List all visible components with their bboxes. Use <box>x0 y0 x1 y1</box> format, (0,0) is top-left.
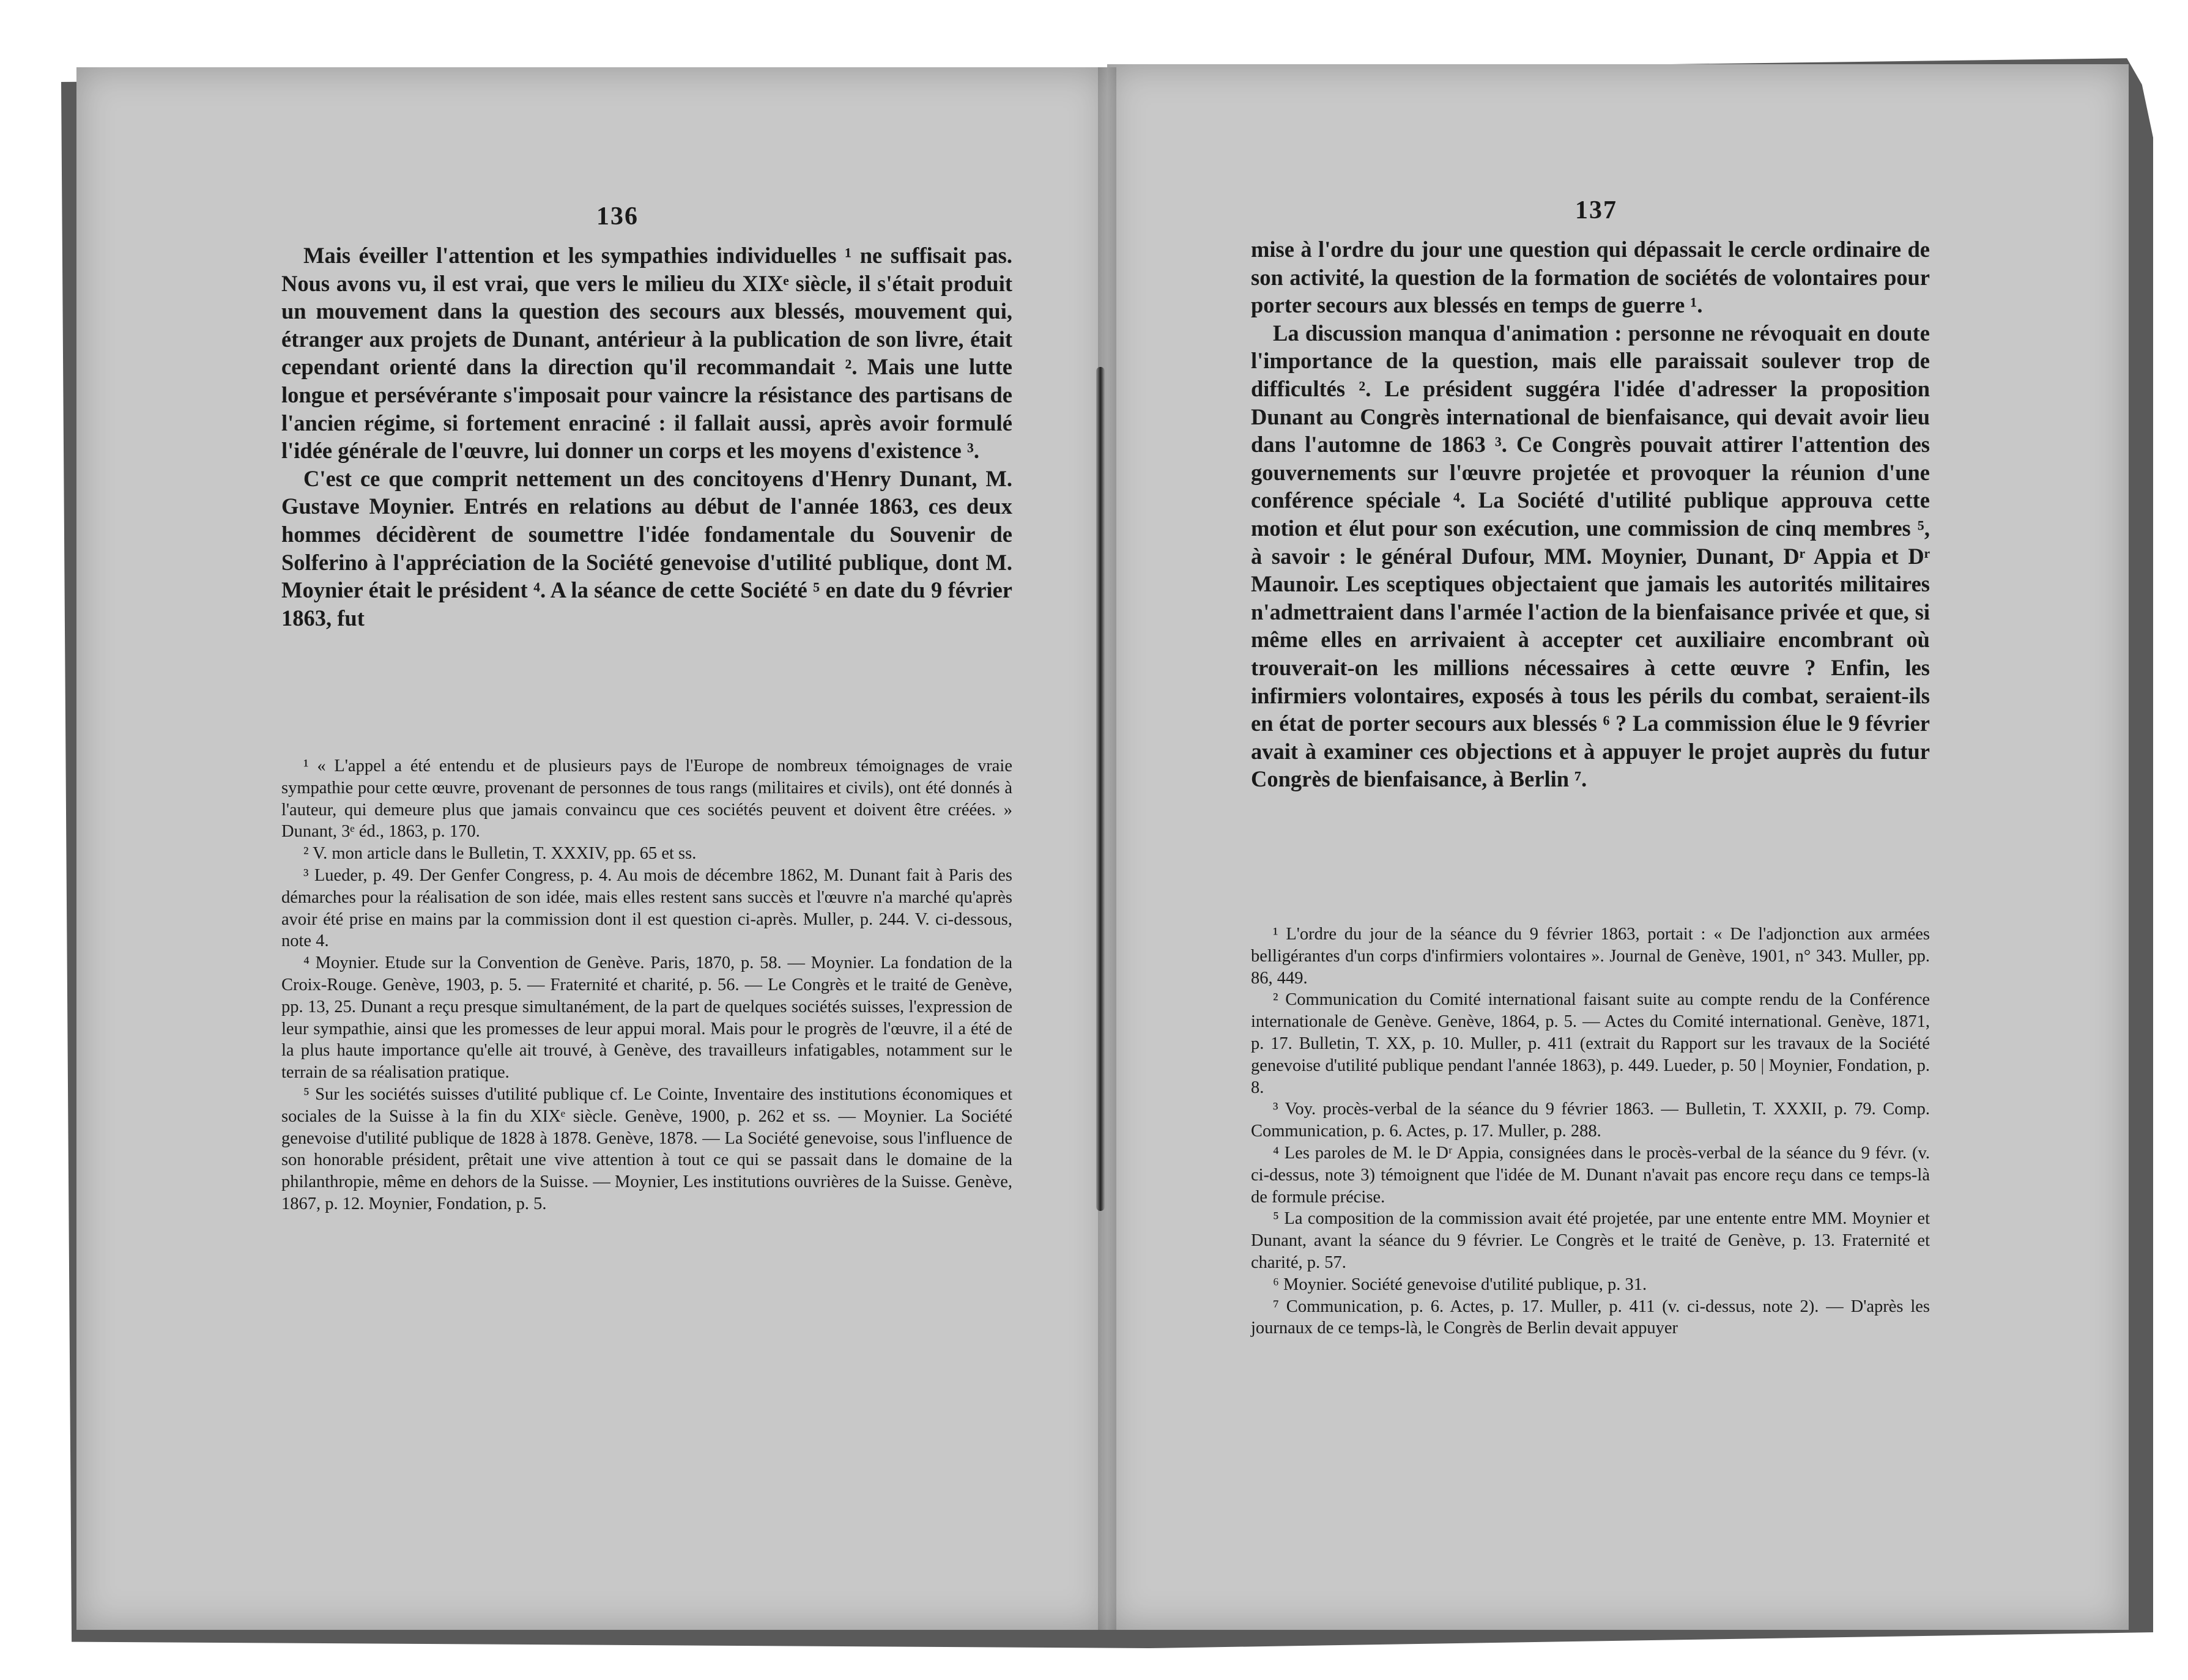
footnote: ² Communication du Comité international faisant suite au compte rendu de la Conférence internationale de Genève. Genève, 1864, p. 5. — Actes du Comité international. Genève, 1871, p. 17. Bulletin, T. XX, p. 10. Muller, p. 411 (extrait du Rapport sur les travaux de la Société genevoise d'utilité publique pendant l'année 1863), p. 449. Lueder, p. 50 | Moynier, Fondation, p. 8. <box>1251 990 1930 1097</box>
footnote: ⁴ Les paroles de M. le Dʳ Appia, consignées dans le procès-verbal de la séance du 9 févr. (v. ci-dessus, note 3) témoignent que l'idée de M. Dunant n'avait pas encore reçu dans ce temps-là de formule précise. <box>1251 1143 1930 1207</box>
footnote: ⁶ Moynier. Société genevoise d'utilité publique, p. 31. <box>1273 1275 1647 1294</box>
footnote: ⁵ Sur les sociétés suisses d'utilité publique cf. Le Cointe, Inventaire des institutions économiques et sociales de la Suisse à la fin du XIXᵉ siècle. Genève, 1900, p. 262 et ss. — Moynier. La Société genevoise d'utilité publique de 1828 à 1878. Genève, 1878. — La Société genevoise, sous l'influence de son honorable président, prêtait une vive attention à tout ce qui se passait dans le domaine de la philanthropie, même en dehors de la Suisse. — Moynier, Les institutions ouvrières de la Suisse. Genève, 1867, p. 12. Moynier, Fondation, p. 5. <box>281 1084 1012 1213</box>
binding-spine <box>1096 367 1105 1211</box>
footnote: ⁷ Communication, p. 6. Actes, p. 17. Muller, p. 411 (v. ci-dessus, note 2). — D'après les journaux de ce temps-là, le Congrès de Berlin devait appuyer <box>1251 1297 1930 1338</box>
left-footnotes <box>281 755 1012 1215</box>
right-paragraph-1: mise à l'ordre du jour une question qui dépassait le cercle ordinaire de son activité, la question de la formation de sociétés de volontaires pour porter secours aux blessés en temps de guerre ¹. <box>1251 237 1930 318</box>
left-paragraph-2: C'est ce que comprit nettement un des concitoyens d'Henry Dunant, M. Gustave Moynier. Entrés en relations au début de l'année 1863, ces deux hommes décidèrent de soumettre l'idée fondamentale du Souvenir de Solferino à l'appréciation de la Société genevoise d'utilité publique, dont M. Moynier était le président ⁴. A la séance de cette Société ⁵ en date du 9 février 1863, fut <box>281 465 1012 631</box>
footnote: ³ Lueder, p. 49. Der Genfer Congress, p. 4. Au mois de décembre 1862, M. Dunant fait à Paris des démarches pour la réalisation de son idée, mais elles restent sans succès et l'œuvre n'a marché qu'après avoir été prise en mains par la commission dont il est question ci-après. Muller, p. 244. V. ci-dessous, note 4. <box>281 865 1012 951</box>
footnote: ⁴ Moynier. Etude sur la Convention de Genève. Paris, 1870, p. 58. — Moynier. La fondation de la Croix-Rouge. Genève, 1903, p. 5. — Fraternité et charité, p. 56. — Le Congrès et le traité de Genève, pp. 13, 25. Dunant a reçu presque simultanément, de la part de quelques sociétés suisses, l'expression de leur sympathie, ainsi que les promesses de leur appui moral. Mais pour le progrès de l'œuvre, il a été de la plus haute importance qu'elle ait trouvé, à Genève, des travailleurs infatigables, notamment sur le terrain de sa réalisation pratique. <box>281 953 1012 1082</box>
right-page <box>1107 64 2129 1630</box>
page-number-right: 137 <box>1575 196 1617 224</box>
left-paragraph-1: Mais éveiller l'attention et les sympathies individuelles ¹ ne suffisait pas. Nous avons vu, il est vrai, que vers le milieu du XIXᵉ siècle, il s'était produit un mouvement dans la question des secours aux blessés, mouvement qui, étranger aux projets de Dunant, antérieur à la publication de son livre, était cependant orienté dans la direction qu'il recommandait ². Mais une lutte longue et persévérante s'imposait pour vaincre la résistance des partisans de l'ancien régime, si fortement enraciné : il fallait aussi, après avoir formulé l'idée générale de l'œuvre, lui donner un corps et les moyens d'existence ³. <box>281 243 1012 464</box>
footnote: ⁵ La composition de la commission avait été projetée, par une entente entre MM. Moynier et Dunant, avant la séance du 9 février. Le Congrès et le traité de Genève, p. 13. Fraternité et charité, p. 57. <box>1251 1209 1930 1272</box>
footnote: ³ Voy. procès-verbal de la séance du 9 février 1863. — Bulletin, T. XXXII, p. 79. Comp. Communication, p. 6. Actes, p. 17. Muller, p. 288. <box>1251 1100 1930 1141</box>
footnote: ² V. mon article dans le Bulletin, T. XXXIV, pp. 65 et ss. <box>303 844 697 864</box>
left-page <box>76 67 1107 1630</box>
right-footnotes <box>1251 923 1930 1339</box>
right-body-text <box>1251 235 1930 793</box>
footnote: ¹ L'ordre du jour de la séance du 9 février 1863, portait : « De l'adjonction aux armées belligérantes d'un corps d'infirmiers volontaires ». Journal de Genève, 1901, n° 343. Muller, pp. 86, 449. <box>1251 925 1930 988</box>
page-number-left: 136 <box>596 202 639 231</box>
dog-ear-corner <box>2127 58 2151 101</box>
footnote: ¹ « L'appel a été entendu et de plusieurs pays de l'Europe de nombreux témoignages de vraie sympathie pour cette œuvre, provenant de personnes de tous rangs (militaires et civils), ont été donnés à l'auteur, qui demeure plus que jamais convaincu que ces sociétés peuvent et doivent être créées. » Dunant, 3ᵉ éd., 1863, p. 170. <box>281 757 1012 842</box>
left-body-text <box>281 242 1012 632</box>
right-paragraph-2: La discussion manqua d'animation : personne ne révoquait en doute l'importance de la question, mais elle paraissait soulever trop de difficultés ². Le président suggéra l'idée d'adresser la proposition Dunant au Congrès international de bienfaisance, qui devait avoir lieu dans l'automne de 1863 ³. Ce Congrès pouvait attirer l'attention des gouvernements sur l'œuvre projetée et provoquer la réunion d'une conférence spéciale ⁴. La Société d'utilité publique approuva cette motion et élut pour son exécution, une commission de cinq membres ⁵, à savoir : le général Dufour, MM. Moynier, Dunant, Dʳ Appia et Dʳ Maunoir. Les sceptiques objectaient que jamais les autorités militaires n'admettraient dans l'armée l'action de la bienfaisance privée et que, si même elles en arrivaient à accepter cet auxiliaire encombrant où trouverait-on les millions nécessaires à cette œuvre ? Enfin, les infirmiers volontaires, exposés à tous les périls du combat, seraient-ils en état de porter secours aux blessés ⁶ ? La commission élue le 9 février avait à examiner ces objections et à appuyer le projet auprès du futur Congrès de bienfaisance, à Berlin ⁷. <box>1251 320 1930 792</box>
